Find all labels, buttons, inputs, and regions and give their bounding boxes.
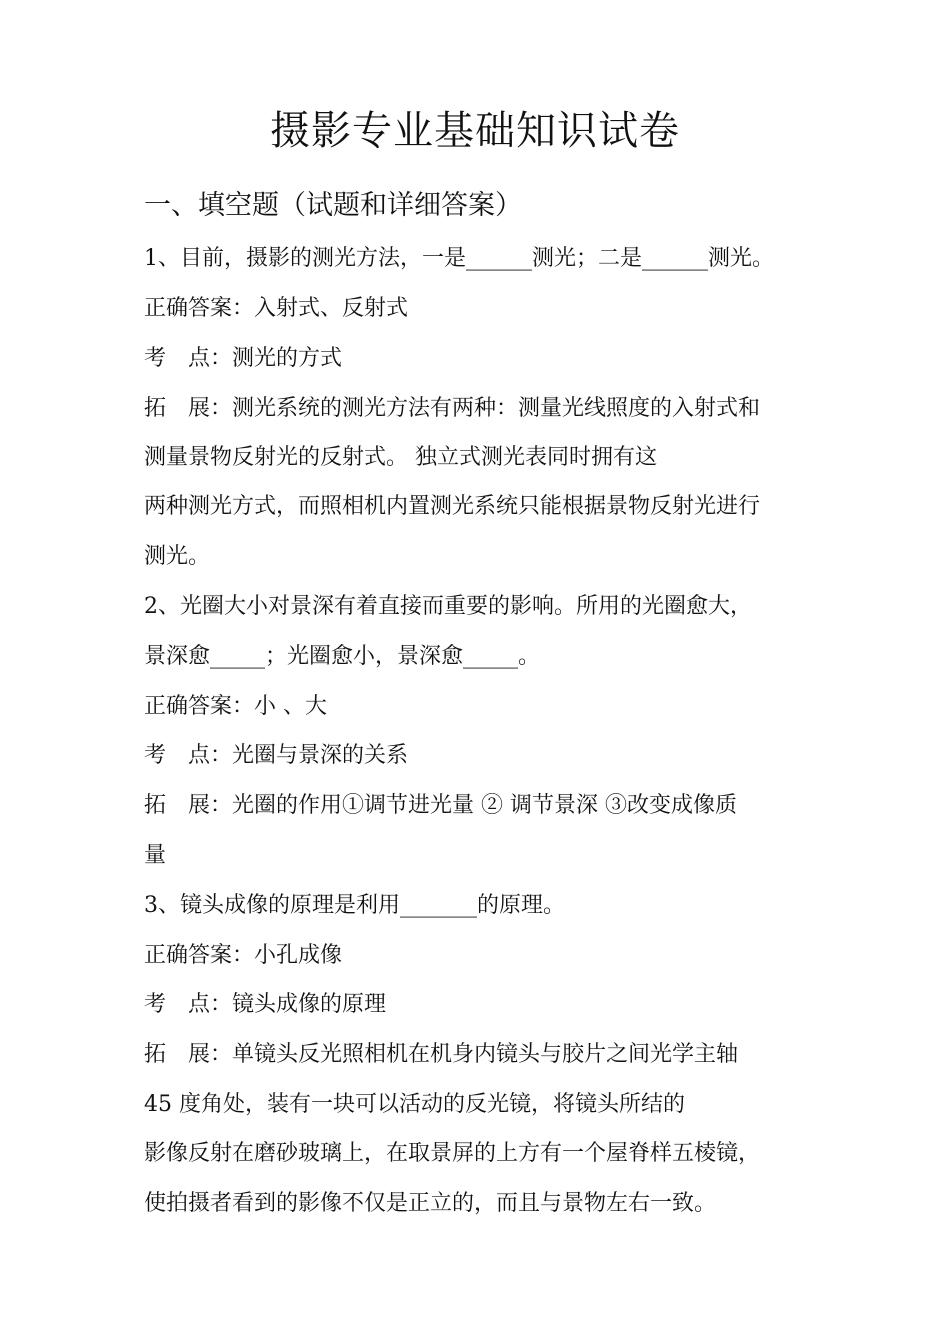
extension-1-line-3: 两种测光方式，而照相机内置测光系统只能根据景物反射光进行 xyxy=(144,494,761,519)
section-heading: 一、填空题（试题和详细答案） xyxy=(144,190,522,221)
extension-3-line-3: 影像反射在磨砂玻璃上，在取景屏的上方有一个屋脊样五棱镜， xyxy=(144,1141,761,1166)
extension-2-line-1: 拓 展：光圈的作用①调节进光量 ② 调节景深 ③改变成像质 xyxy=(144,793,737,818)
question-2-line-1: 2、光圈大小对景深有着直接而重要的影响。所用的光圈愈大， xyxy=(144,594,752,619)
answer-2: 正确答案：小 、大 xyxy=(144,694,327,719)
extension-1-line-1: 拓 展：测光系统的测光方法有两种：测量光线照度的入射式和 xyxy=(144,396,761,421)
extension-1-line-4: 测光。 xyxy=(144,544,211,569)
extension-3-line-2: 45 度角处，装有一块可以活动的反光镜，将镜头所结的 xyxy=(144,1092,685,1117)
answer-1: 正确答案：入射式、反射式 xyxy=(144,296,409,321)
question-2-line-2: 景深愈_____；光圈愈小，景深愈_____。 xyxy=(144,644,541,669)
extension-3-line-1: 拓 展：单镜头反光照相机在机身内镜头与胶片之间光学主轴 xyxy=(144,1042,739,1067)
page-title: 摄影专业基础知识试卷 xyxy=(270,108,680,154)
answer-3: 正确答案：小孔成像 xyxy=(144,943,343,968)
keypoint-2: 考 点：光圈与景深的关系 xyxy=(144,743,409,768)
extension-3-line-4: 使拍摄者看到的影像不仅是正立的，而且与景物左右一致。 xyxy=(144,1191,717,1216)
question-3-text: 3、镜头成像的原理是利用_______的原理。 xyxy=(144,893,565,918)
keypoint-3: 考 点：镜头成像的原理 xyxy=(144,992,387,1017)
extension-1-line-2: 测量景物反射光的反射式。 独立式测光表同时拥有这 xyxy=(144,445,657,470)
question-1-text: 1、目前，摄影的测光方法，一是______测光；二是______测光。 xyxy=(144,246,774,271)
keypoint-1: 考 点：测光的方式 xyxy=(144,346,343,371)
extension-2-line-2: 量 xyxy=(144,843,167,868)
